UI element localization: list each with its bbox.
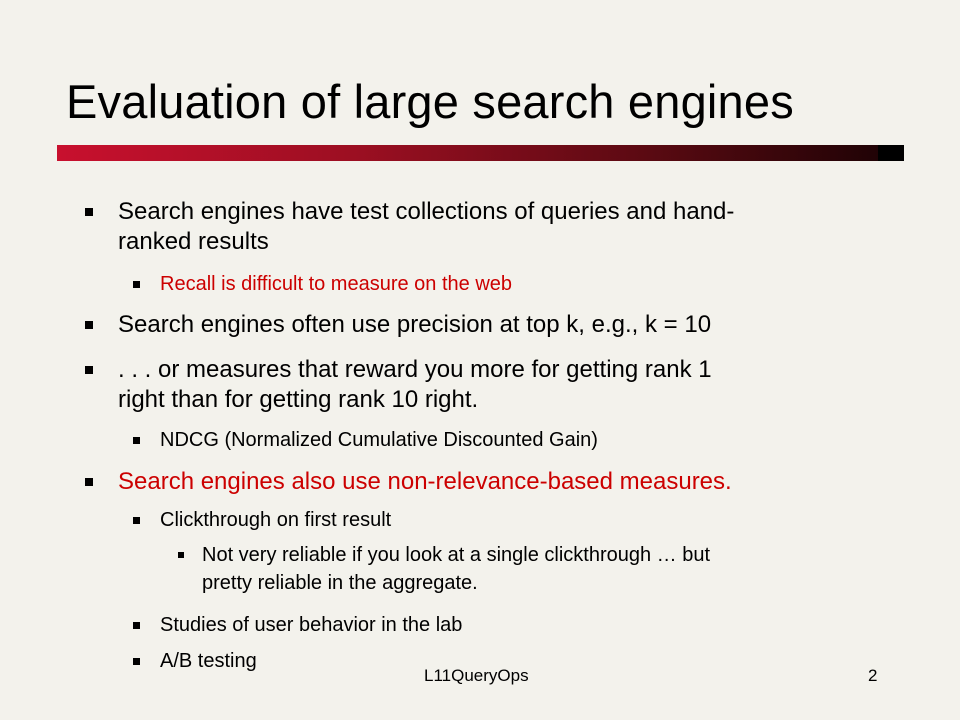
page-number: 2 [868, 666, 878, 685]
bullet-6-text: Search engines also use non-relevance-based measures. [118, 468, 732, 495]
bullet-10-text: A/B testing [160, 650, 257, 672]
bullet-marker [178, 552, 184, 558]
bullet-marker [133, 622, 140, 629]
bullet-marker [85, 321, 93, 329]
bullet-marker [133, 517, 140, 524]
footer-label: L11QueryOps [424, 666, 529, 685]
bullet-marker [85, 478, 93, 486]
bullet-5-text: NDCG (Normalized Cumulative Discounted Gain) [160, 429, 598, 451]
bullet-2-text: Recall is difficult to measure on the web [160, 273, 513, 295]
bullet-marker [85, 208, 93, 216]
bullet-8-line-2: pretty reliable in the aggregate. [202, 572, 478, 594]
bullet-4-line-1: . . . or measures that reward you more for getting rank 1 [118, 356, 712, 383]
bullet-8-line-1: Not very reliable if you look at a single clickthrough … but [202, 544, 711, 566]
slide-title: Evaluation of large search engines [66, 75, 794, 128]
bullet-3-text: Search engines often use precision at top k, e.g., k = 10 [118, 311, 712, 338]
bullet-9-text: Studies of user behavior in the lab [160, 614, 463, 636]
bullet-marker [133, 437, 140, 444]
bullet-4-line-2: right than for getting rank 10 right. [118, 386, 479, 413]
bullet-1-line-2: ranked results [118, 228, 269, 255]
bullet-1-line-1: Search engines have test collections of queries and hand- [118, 198, 735, 225]
bullet-marker [85, 366, 93, 374]
bullet-marker [133, 658, 140, 665]
bullet-marker [133, 281, 140, 288]
bullet-7-text: Clickthrough on first result [160, 509, 392, 531]
